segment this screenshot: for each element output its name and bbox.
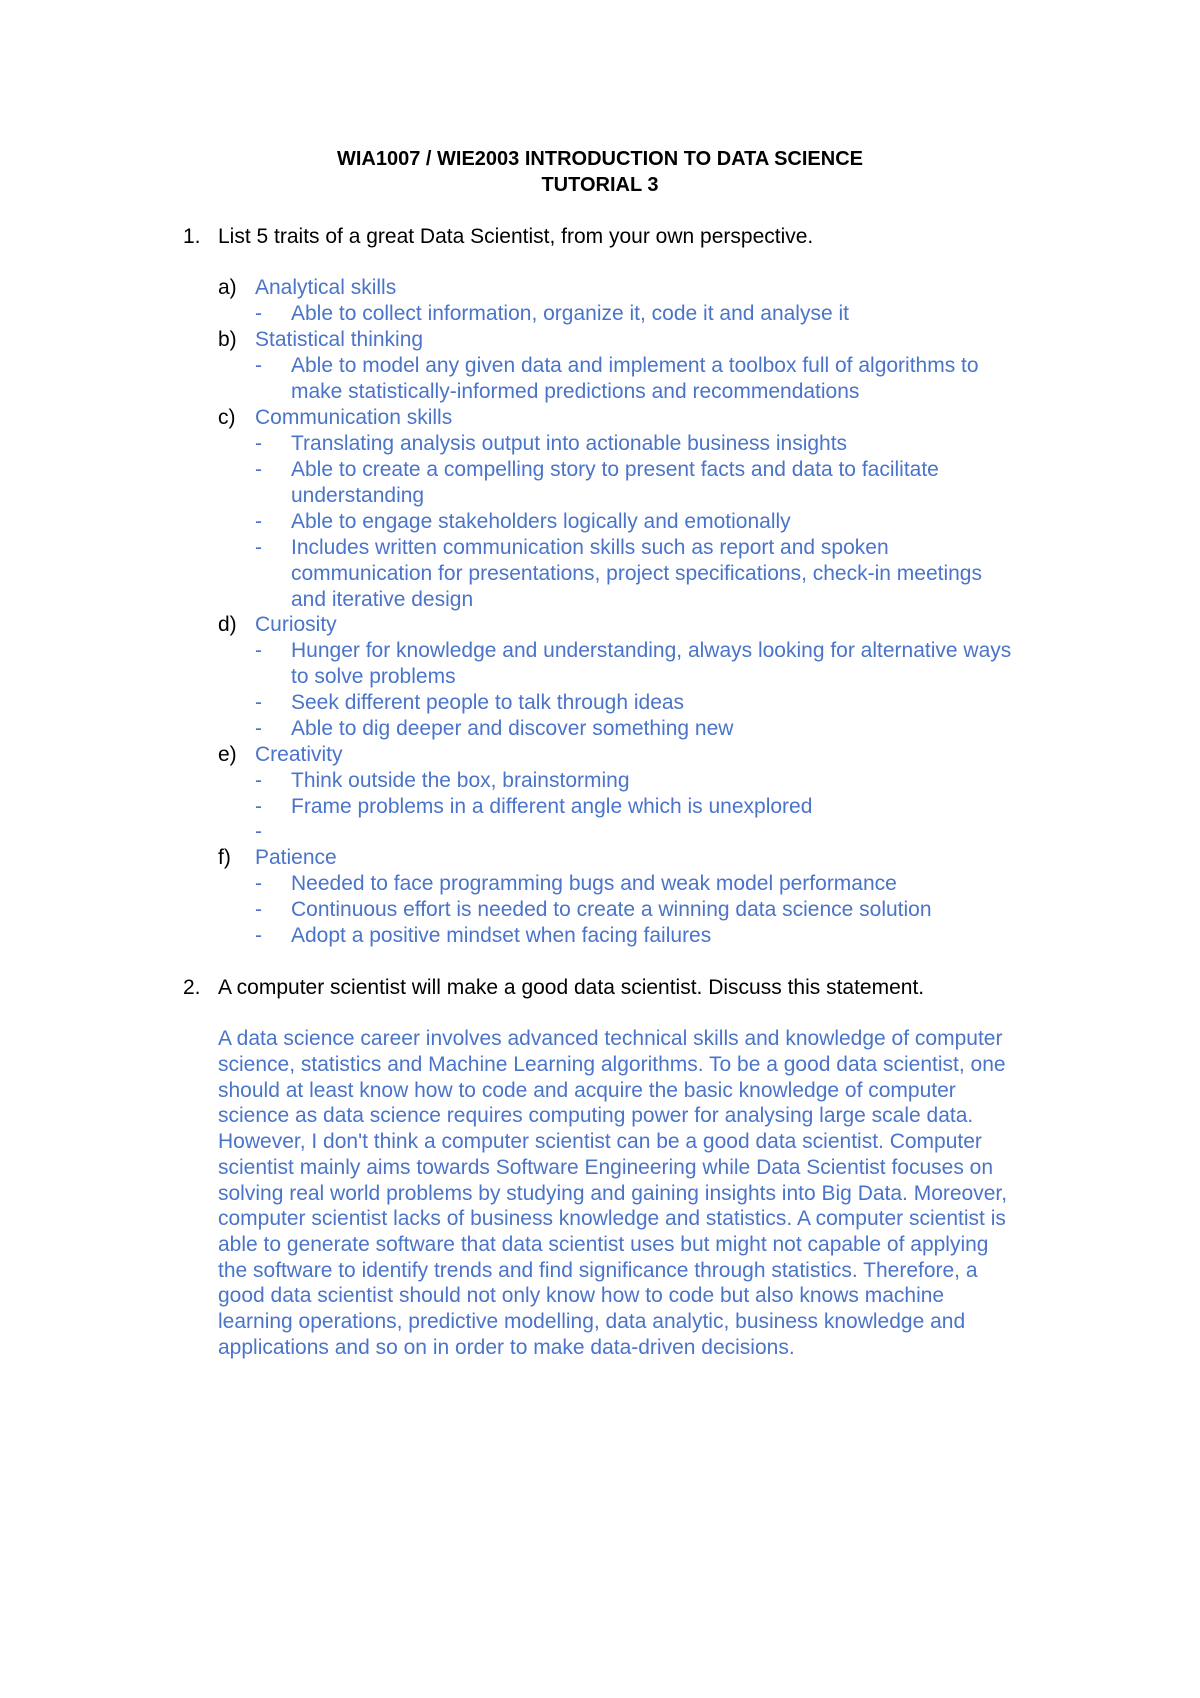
answer-line: A data science career involves advanced technical skills and knowledge of computer [218,1027,1003,1050]
answer-line: computer scientist lacks of business knowledge and statistics. A computer scientist is [218,1207,1006,1230]
bullet-dash: - [255,639,262,662]
bullet-text: Needed to face programming bugs and weak model performance [291,872,897,895]
answer-line: learning operations, predictive modelling, data analytic, business knowledge and [218,1310,966,1333]
bullet-text: Seek different people to talk through ideas [291,691,685,714]
bullet-text: Able to model any given data and implement a toolbox full of algorithms to [291,354,979,377]
trait-label-b: Statistical thinking [255,328,424,351]
trait-label-a: Analytical skills [255,276,397,299]
bullet-dash-empty: - [255,820,262,843]
bullet-text: Frame problems in a different angle which is unexplored [291,795,813,818]
bullet-dash: - [255,898,262,921]
question-number-1: 1. [183,225,201,248]
bullet-dash: - [255,536,262,559]
question-number-2: 2. [183,976,201,999]
question-2-text: A computer scientist will make a good data scientist. Discuss this statement. [218,976,925,999]
bullet-text: Includes written communication skills such as report and spoken [291,536,889,559]
bullet-text: Translating analysis output into actionable business insights [291,432,848,455]
bullet-text: Able to engage stakeholders logically and emotionally [291,510,791,533]
bullet-text: Adopt a positive mindset when facing failures [291,924,712,947]
answer-line: good data scientist should not only know how to code but also knows machine [218,1284,945,1307]
bullet-dash: - [255,354,262,377]
bullet-text-continued: communication for presentations, project specifications, check-in meetings [291,562,982,585]
bullet-text: Hunger for knowledge and understanding, always looking for alternative ways [291,639,1012,662]
bullet-text-continued: make statistically-informed predictions and recommendations [291,380,860,403]
trait-marker-c: c) [218,406,236,429]
bullet-dash: - [255,691,262,714]
document-subtitle: TUTORIAL 3 [541,174,659,196]
bullet-text-continued: understanding [291,484,425,507]
trait-marker-e: e) [218,743,237,766]
trait-label-d: Curiosity [255,613,337,636]
answer-line: solving real world problems by studying and gaining insights into Big Data. Moreover, [218,1182,1008,1205]
bullet-dash: - [255,302,262,325]
trait-marker-f: f) [218,846,231,869]
bullet-dash: - [255,510,262,533]
trait-marker-a: a) [218,276,237,299]
trait-marker-b: b) [218,328,237,351]
bullet-text-continued: and iterative design [291,588,474,611]
answer-line: science, statistics and Machine Learning algorithms. To be a good data scientist, one [218,1053,1006,1076]
bullet-dash: - [255,458,262,481]
answer-line: able to generate software that data scientist uses but might not capable of applying [218,1233,989,1256]
trait-label-f: Patience [255,846,337,869]
bullet-dash: - [255,717,262,740]
bullet-text: Continuous effort is needed to create a winning data science solution [291,898,932,921]
bullet-text: Able to create a compelling story to present facts and data to facilitate [291,458,939,481]
document-title: WIA1007 / WIE2003 INTRODUCTION TO DATA SCIENCE [336,148,863,170]
bullet-text: Think outside the box, brainstorming [291,769,630,792]
trait-label-e: Creativity [255,743,343,766]
answer-line: science as data science requires computing power for analysing large scale data. [218,1104,974,1127]
answer-line: applications and so on in order to make data-driven decisions. [218,1336,795,1359]
bullet-dash: - [255,432,262,455]
bullet-dash: - [255,924,262,947]
answer-line: the software to identify trends and find significance through statistics. Therefore, a [218,1259,978,1282]
bullet-dash: - [255,872,262,895]
answer-line: scientist mainly aims towards Software Engineering while Data Scientist focuses on [218,1156,994,1179]
question-1-text: List 5 traits of a great Data Scientist, from your own perspective. [218,225,814,248]
answer-line: should at least know how to code and acquire the basic knowledge of computer [218,1079,956,1102]
bullet-text-continued: to solve problems [291,665,456,688]
answer-line: However, I don't think a computer scientist can be a good data scientist. Computer [218,1130,982,1153]
trait-marker-d: d) [218,613,237,636]
bullet-dash: - [255,769,262,792]
trait-label-c: Communication skills [255,406,453,429]
bullet-text: Able to collect information, organize it, code it and analyse it [291,302,849,325]
bullet-text: Able to dig deeper and discover something new [291,717,734,740]
bullet-dash: - [255,795,262,818]
